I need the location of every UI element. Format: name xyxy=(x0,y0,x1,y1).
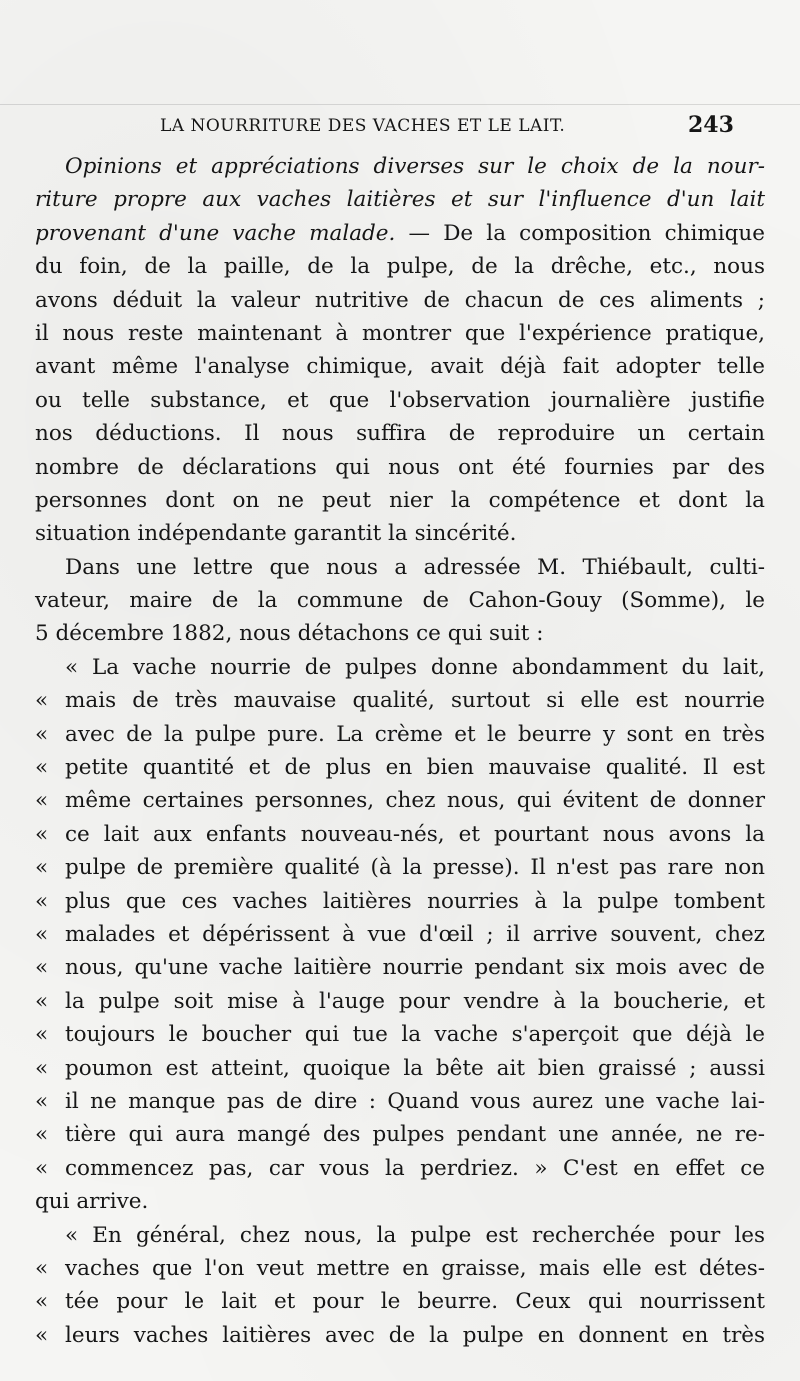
paragraph-1-line-11: personnes dont on ne peut nier la compétence et dont la xyxy=(35,487,765,513)
paragraph-1-line-2: riture propre aux vaches laitières et sur l'influence d'un lait xyxy=(35,187,765,213)
quote-2-line-1: « En général, chez nous, la pulpe est recherchée pour les xyxy=(65,1222,765,1248)
quote-1-line-16-text: commencez pas, car vous la perdriez. » C'est en effet ce xyxy=(65,1155,765,1181)
quote-1-line-1: « La vache nourrie de pulpes donne abondamment du lait, xyxy=(65,654,765,680)
quote-mark: « xyxy=(35,1088,49,1114)
quote-mark: « xyxy=(35,1022,49,1048)
quote-1-line-7 xyxy=(35,851,765,884)
quote-mark: « xyxy=(35,688,49,714)
quote-1-line-5 xyxy=(35,784,765,817)
paragraph-2-line-1: Dans une lettre que nous a adressée M. Thiébault, culti- xyxy=(65,554,765,580)
paragraph-1-line-4: du foin, de la paille, de la pulpe, de la drêche, etc., nous xyxy=(35,254,765,280)
quote-2-line-2 xyxy=(35,1252,765,1285)
quote-1-line-10 xyxy=(35,951,765,984)
quote-1-line-9 xyxy=(35,918,765,951)
quote-2-line-4-text: leurs vaches laitières avec de la pulpe en donnent en très xyxy=(65,1322,765,1348)
quote-mark: « xyxy=(35,888,49,914)
quote-1-line-8 xyxy=(35,885,765,918)
quote-1-line-5-text: même certaines personnes, chez nous, qui évitent de donner xyxy=(65,788,765,814)
quote-1-line-2 xyxy=(35,684,765,717)
paragraph-1-line-12: situation indépendante garantit la sincérité. xyxy=(35,521,517,547)
quote-mark: « xyxy=(35,855,49,881)
quote-1-line-4-text: petite quantité et de plus en bien mauvaise qualité. Il est xyxy=(65,755,765,781)
quote-mark: « xyxy=(35,1289,49,1315)
quote-1-line-6 xyxy=(35,818,765,851)
quote-mark: « xyxy=(35,1255,49,1281)
quote-1-line-3 xyxy=(35,718,765,751)
quote-1-line-15-text: tière qui aura mangé des pulpes pendant une année, ne re- xyxy=(65,1122,765,1148)
quote-mark: « xyxy=(35,1122,49,1148)
quote-1-line-7-text: pulpe de première qualité (à la presse). Il n'est pas rare non xyxy=(65,855,765,881)
quote-1-line-16 xyxy=(35,1152,765,1185)
quote-1-line-3-text: avec de la pulpe pure. La crème et le beurre y sont en très xyxy=(65,721,765,747)
quote-mark: « xyxy=(35,1155,49,1181)
paragraph-1-line-9: nos déductions. Il nous suffira de reproduire un certain xyxy=(35,421,765,447)
quote-1-line-12-text: toujours le boucher qui tue la vache s'aperçoit que déjà le xyxy=(65,1022,765,1048)
quote-1-line-11 xyxy=(35,985,765,1018)
quote-mark: « xyxy=(35,955,49,981)
quote-1-line-13-text: poumon est atteint, quoique la bête ait bien graissé ; aussi xyxy=(65,1055,765,1081)
quote-1-line-17: qui arrive. xyxy=(35,1189,149,1215)
quote-1-line-6-text: ce lait aux enfants nouveau-nés, et pourtant nous avons la xyxy=(65,821,765,847)
quote-1-line-4 xyxy=(35,751,765,784)
paragraph-1-line-3-italic: provenant d'une vache malade. xyxy=(35,220,396,246)
quote-1-line-8-text: plus que ces vaches laitières nourries à la pulpe tombent xyxy=(65,888,765,914)
paragraph-1-line-5: avons déduit la valeur nutritive de chacun de ces aliments ; xyxy=(35,287,765,313)
quote-1-line-15 xyxy=(35,1118,765,1151)
quote-1-line-14-text: il ne manque pas de dire : Quand vous aurez une vache lai- xyxy=(65,1088,765,1114)
quote-1-line-11-text: la pulpe soit mise à l'auge pour vendre à la boucherie, et xyxy=(65,988,765,1014)
body-text xyxy=(35,150,765,1352)
paragraph-2-line-3: 5 décembre 1882, nous détachons ce qui suit : xyxy=(35,621,544,647)
quote-1-line-13 xyxy=(35,1052,765,1085)
paragraph-1-line-3-rest: — De la composition chimique xyxy=(395,220,765,246)
paragraph-2-line-2: vateur, maire de la commune de Cahon-Gouy (Somme), le xyxy=(35,588,765,614)
quote-1-line-14 xyxy=(35,1085,765,1118)
quote-1-line-10-text: nous, qu'une vache laitière nourrie pendant six mois avec de xyxy=(65,955,765,981)
paragraph-1-line-6: il nous reste maintenant à montrer que l'expérience pratique, xyxy=(35,320,765,346)
page-number: 243 xyxy=(688,112,734,138)
quote-mark: « xyxy=(35,721,49,747)
quote-mark: « xyxy=(35,1322,49,1348)
quote-2-line-2-text: vaches que l'on veut mettre en graisse, mais elle est détes- xyxy=(65,1255,765,1281)
quote-mark: « xyxy=(35,988,49,1014)
paragraph-1-line-3 xyxy=(35,217,765,250)
quote-mark: « xyxy=(35,755,49,781)
paragraph-1-line-7: avant même l'analyse chimique, avait déjà fait adopter telle xyxy=(35,354,765,380)
running-head: LA NOURRITURE DES VACHES ET LE LAIT. xyxy=(160,116,566,136)
quote-2-line-3-text: tée pour le lait et pour le beurre. Ceux qui nourrissent xyxy=(65,1289,765,1315)
paragraph-1-line-1: Opinions et appréciations diverses sur le choix de la nour- xyxy=(65,154,765,179)
quote-1-line-2-text: mais de très mauvaise qualité, surtout si elle est nourrie xyxy=(65,688,765,714)
quote-mark: « xyxy=(35,1055,49,1081)
quote-2-line-3 xyxy=(35,1285,765,1318)
paragraph-1-line-10: nombre de déclarations qui nous ont été fournies par des xyxy=(35,454,765,480)
quote-mark: « xyxy=(35,821,49,847)
paragraph-1-line-8: ou telle substance, et que l'observation journalière justifie xyxy=(35,387,765,413)
top-edge-rule xyxy=(0,104,800,105)
quote-1-line-9-text: malades et dépérissent à vue d'œil ; il arrive souvent, chez xyxy=(65,921,765,947)
quote-mark: « xyxy=(35,921,49,947)
quote-1-line-12 xyxy=(35,1018,765,1051)
quote-2-line-4 xyxy=(35,1319,765,1352)
quote-mark: « xyxy=(35,788,49,814)
